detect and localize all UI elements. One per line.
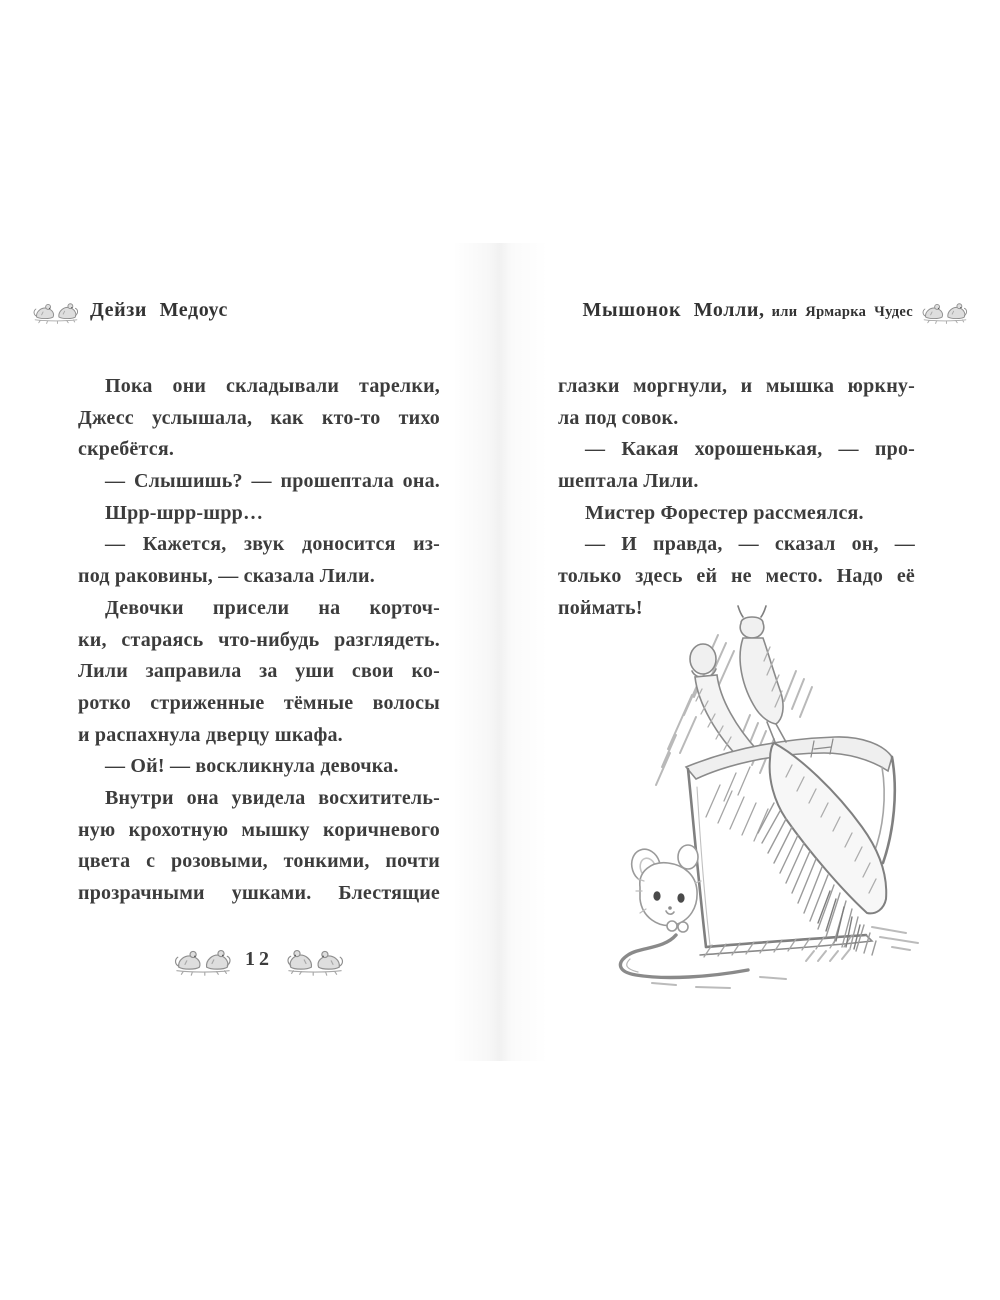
book-title-sub: или Ярмарка Чудес xyxy=(771,304,913,320)
text-line: Мистер Форестер рассмеялся. xyxy=(585,501,864,524)
text-line: — Ой! — воскликнула девочка. xyxy=(105,755,399,778)
text-line: шептала Лили. xyxy=(558,470,699,493)
page-number: 12 xyxy=(245,947,273,970)
text-line: Джесс услышала, как кто-то тихо xyxy=(78,406,440,429)
text-line: — И правда, — сказал он, — xyxy=(585,533,915,556)
text-line: скребётся. xyxy=(78,438,175,461)
text-line: глазки моргнули, и мышка юркну- xyxy=(558,375,915,397)
text-line: — Какая хорошенькая, — про- xyxy=(585,438,915,461)
left-page-text xyxy=(78,371,440,910)
text-line: ную крохотную мышку коричневого xyxy=(78,818,440,841)
mice-ornament-icon xyxy=(33,294,79,327)
text-line: Внутри она увидела восхититель- xyxy=(105,786,440,809)
text-line: Лили заправила за уши свои ко- xyxy=(78,660,440,683)
page-footer xyxy=(78,941,440,977)
text-line: ла под совок. xyxy=(558,406,679,429)
book-title xyxy=(583,299,914,322)
text-line: под раковины, — сказала Лили. xyxy=(78,565,375,588)
left-running-header xyxy=(33,294,228,327)
author-name: Дейзи Медоус xyxy=(90,299,229,321)
text-line: поймать! xyxy=(558,596,643,619)
text-line: — Слышишь? — прошептала она. xyxy=(105,470,440,493)
page-gutter-shadow xyxy=(452,243,548,1061)
text-line: ротко стриженные тёмные волосы xyxy=(78,691,440,714)
text-line: и распахнула дверцу шкафа. xyxy=(78,723,343,746)
right-page-text xyxy=(558,371,915,625)
text-line: Пока они складывали тарелки, xyxy=(105,375,440,397)
text-line: только здесь ей не место. Надо её xyxy=(558,565,915,588)
text-line: прозрачными ушками. Блестящие xyxy=(78,882,440,904)
text-line: цвета с розовыми, тонкими, почти xyxy=(78,850,440,873)
book-title-main: Мышонок Молли, xyxy=(582,299,765,321)
text-line: — Кажется, звук доносится из- xyxy=(105,533,440,556)
mice-ornament-icon xyxy=(174,941,232,977)
mice-ornament-icon xyxy=(922,294,968,327)
right-running-header xyxy=(556,294,968,327)
dustpan-brush-mouse-illustration xyxy=(600,595,950,995)
mice-ornament-icon xyxy=(286,941,344,977)
text-line: ки, стараясь что-нибудь разглядеть. xyxy=(78,628,440,651)
text-line: Девочки присели на корточ- xyxy=(105,596,440,619)
text-line: Шрр-шрр-шрр… xyxy=(105,501,264,524)
